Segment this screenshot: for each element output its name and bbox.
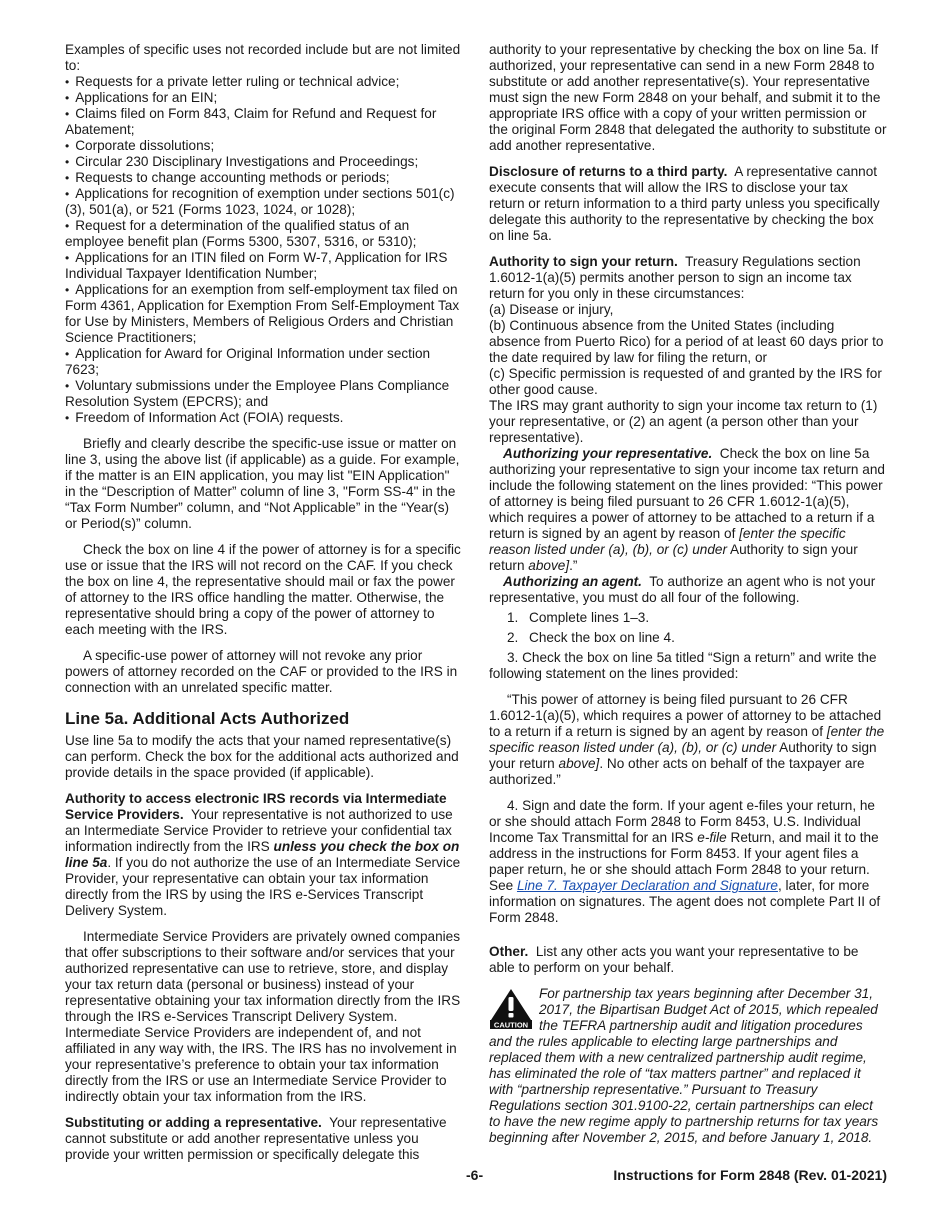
list-item: • Application for Award for Original Information under section 7623; xyxy=(65,346,463,378)
paragraph-describe-issue: Briefly and clearly describe the specific-use issue or matter on line 3, using the above list (if applicable) as a guide. For example, if the matter is an EIN application, you may list "EIN Application" in the “Description of Matter” column of line 3, "Form SS-4" in the “Tax Form Number” column, and “Not Applicable” in the “Year(s) or Period(s)” column. xyxy=(65,436,460,531)
list-item: • Freedom of Information Act (FOIA) requests. xyxy=(65,410,463,426)
left-column xyxy=(65,42,463,1163)
run-in-heading: Authorizing your representative. xyxy=(503,446,713,461)
paragraph-intermediate-providers: Intermediate Service Providers are privately owned companies that offer subscriptions to their software and/or services that your authorized representative can use to retrieve, store, and display your tax return data (personal or business) instead of your representative obtaining your tax information directly from the IRS through the IRS e-Services Transcript Delivery System. Intermediate Service Providers are independent of, and not affiliated in any way with, the IRS. The IRS has no involvement in your representative’s preference to obtain your tax information directly from the IRS or use an Intermediate Service Provider to indirectly obtain your tax information from the IRS. xyxy=(65,929,461,1104)
list-item: • Request for a determination of the qualified status of an employee benefit plan (Forms 5300, 5307, 5316, or 5310); xyxy=(65,218,463,250)
line-7-link[interactable]: Line 7. Taxpayer Declaration and Signature xyxy=(516,878,778,893)
run-in-heading: Authority to sign your return. xyxy=(489,254,678,269)
paragraph-substituting: Substituting or adding a representative. Your representative cannot substitute or add another representative unless you provide your written permission or specifically delegate this xyxy=(65,1115,447,1162)
list-item: • Requests to change accounting methods or periods; xyxy=(65,170,463,186)
list-item: • Corporate dissolutions; xyxy=(65,138,463,154)
form-title: Instructions for Form 2848 (Rev. 01-2021) xyxy=(613,1167,887,1183)
paragraph-substituting-continued: authority to your representative by checking the box on line 5a. If authorized, your representative can send in a new Form 2848 to substitute or add another representative(s). Your representative must sign the new Form 2848 on your behalf, and submit it to the appropriate IRS office with a copy of your written permission or the original Form 2848 that delegated the authority to substitute or add another representative. xyxy=(489,42,887,153)
paragraph-authorizing-agent: Authorizing an agent. To authorize an agent who is not your representative, you must do all four of the following. xyxy=(489,574,876,605)
condition-b: (b) Continuous absence from the United States (including absence from Puerto Rico) for a period of at least 60 days prior to the date required by law for filing the return, or xyxy=(489,318,884,365)
run-in-heading: Authorizing an agent. xyxy=(503,574,642,589)
emphasis-text: unless you check the box on line 5a xyxy=(65,839,460,870)
paragraph-agent-statement: “This power of attorney is being filed pursuant to 26 CFR 1.6012-1(a)(5), which requires a power of attorney to be attached to a return if a return is signed by an agent by reason of [enter the specific reason listed under (a), (b), or (c) under Authority to sign your return above]. No other acts on behalf of the taxpayer are authorized.” xyxy=(489,692,885,787)
paragraph-disclosure: Disclosure of returns to a third party. A representative cannot execute consents that will allow the IRS to disclose your tax return or return information to a third party unless you specifically delegate this authority to the representative by checking the box on line 5a. xyxy=(489,164,880,243)
run-in-heading: Substituting or adding a representative. xyxy=(65,1115,322,1130)
paragraph-specific-use: A specific-use power of attorney will not revoke any prior powers of attorney recorded on the CAF or provided to the IRS in connection with an unrelated specific matter. xyxy=(65,648,458,695)
page-number: -6- xyxy=(466,1167,484,1183)
section-heading-line-5a: Line 5a. Additional Acts Authorized xyxy=(65,709,350,728)
specific-uses-list xyxy=(65,74,463,426)
caution-text: For partnership tax years beginning after December 31, 2017, the Bipartisan Budget Act of 2015, which repealed the TEFRA partnership audit and litigation procedures and the rules applicable to electing large partnerships and replaced them with a new centralized partnership audit regime, has eliminated the role of “tax matters partner” and replaced it with “partnership representative.” Pursuant to Treasury Regulations section 301.9100-22, certain partnerships can elect to have the new regime apply to partnership returns for tax years beginning after November 2, 2015, and before January 1, 2018. xyxy=(489,986,879,1145)
list-item: • Applications for an exemption from self-employment tax filed on Form 4361, Application for Exemption From Self-Employment Tax for Use by Ministers, Members of Religious Orders and Christian Science Practitioners; xyxy=(65,282,463,346)
list-item: • Claims filed on Form 843, Claim for Refund and Request for Abatement; xyxy=(65,106,463,138)
page-footer xyxy=(65,1167,887,1187)
step-3: 3. Check the box on line 5a titled “Sign a return” and write the following statement on the lines provided: xyxy=(489,650,877,681)
paragraph-authority-to-sign: Authority to sign your return. Treasury Regulations section 1.6012-1(a)(5) permits another person to sign an income tax return for you only in these circumstances: xyxy=(489,254,861,301)
paragraph-authorizing-representative: Authorizing your representative. Check the box on line 5a authorizing your representative to sign your income tax return and include the following statement on the lines provided: “This power of attorney is being filed pursuant to 26 CFR 1.6012-1(a)(5), which requires a power of attorney to be attached to a return if a return is signed by an agent by reason of [enter the specific reason listed under (a), (b), or (c) under Authority to sign your return above].” xyxy=(489,446,885,573)
run-in-heading: Disclosure of returns to a third party. xyxy=(489,164,728,179)
list-item: • Requests for a private letter ruling or technical advice; xyxy=(65,74,463,90)
paragraph-irs-may-grant: The IRS may grant authority to sign your income tax return to (1) your representative, or (2) an agent (a person other than your representative). xyxy=(489,398,878,445)
paragraph-check-line4: Check the box on line 4 if the power of attorney is for a specific use or issue that the IRS will not record on the CAF. If you check the box on line 4, the representative should mail or fax the power of attorney to the IRS office handling the matter. Otherwise, the representative should bring a copy of the power of attorney to each meeting with the IRS. xyxy=(65,542,461,637)
step-4: 4. Sign and date the form. If your agent e-files your return, he or she should attach Form 2848 to Form 8453, U.S. Individual Income Tax Transmittal for an IRS e-file Return, and mail it to the address in the instructions for Form 8453. If your agent files a paper return, he or she should attach Form 2848 to your return. See Line 7. Taxpayer Declaration and Signature, later, for more information on signatures. The agent does not complete Part II of Form 2848. xyxy=(489,798,881,925)
step-1: 1. Complete lines 1–3. xyxy=(507,610,650,625)
caution-label: CAUTION xyxy=(493,1020,529,1030)
paragraph-use-line-5a: Use line 5a to modify the acts that your named representative(s) can perform. Check the box for the additional acts authorized and provide details in the space provided (if applicable). xyxy=(65,733,459,780)
condition-c: (c) Specific permission is requested of and granted by the IRS for other good cause. xyxy=(489,366,882,397)
right-column xyxy=(489,42,887,976)
condition-a: (a) Disease or injury, xyxy=(489,302,614,317)
list-item: • Applications for an EIN; xyxy=(65,90,463,106)
specific-uses-intro: Examples of specific uses not recorded include but are not limited to: xyxy=(65,42,461,73)
list-item: • Voluntary submissions under the Employee Plans Compliance Resolution System (EPCRS); and xyxy=(65,378,463,410)
paragraph-intermediate-access: Authority to access electronic IRS records via Intermediate Service Providers. Your representative is not authorized to use an Intermediate Service Provider to retrieve your confidential tax information indirectly from the IRS unless you check the box on line 5a. If you do not authorize the use of an Intermediate Service Provider, your representative can obtain your tax information directly from the IRS by using the IRS e-Services Transcript Delivery System. xyxy=(65,791,461,918)
list-item: • Applications for recognition of exemption under sections 501(c)(3), 501(a), or 521 (Forms 1023, 1024, or 1028); xyxy=(65,186,463,218)
caution-text-wrapper xyxy=(489,986,887,1146)
step-2: 2. Check the box on line 4. xyxy=(507,630,675,645)
paragraph-other: Other. List any other acts you want your representative to be able to perform on your behalf. xyxy=(489,944,859,975)
run-in-heading: Authority to access electronic IRS records via Intermediate Service Providers. xyxy=(65,791,447,822)
list-item: • Circular 230 Disciplinary Investigations and Proceedings; xyxy=(65,154,463,170)
run-in-heading: Other. xyxy=(489,944,529,959)
list-item: • Applications for an ITIN filed on Form W-7, Application for IRS Individual Taxpayer Identification Number; xyxy=(65,250,463,282)
caution-icon xyxy=(489,988,533,1030)
